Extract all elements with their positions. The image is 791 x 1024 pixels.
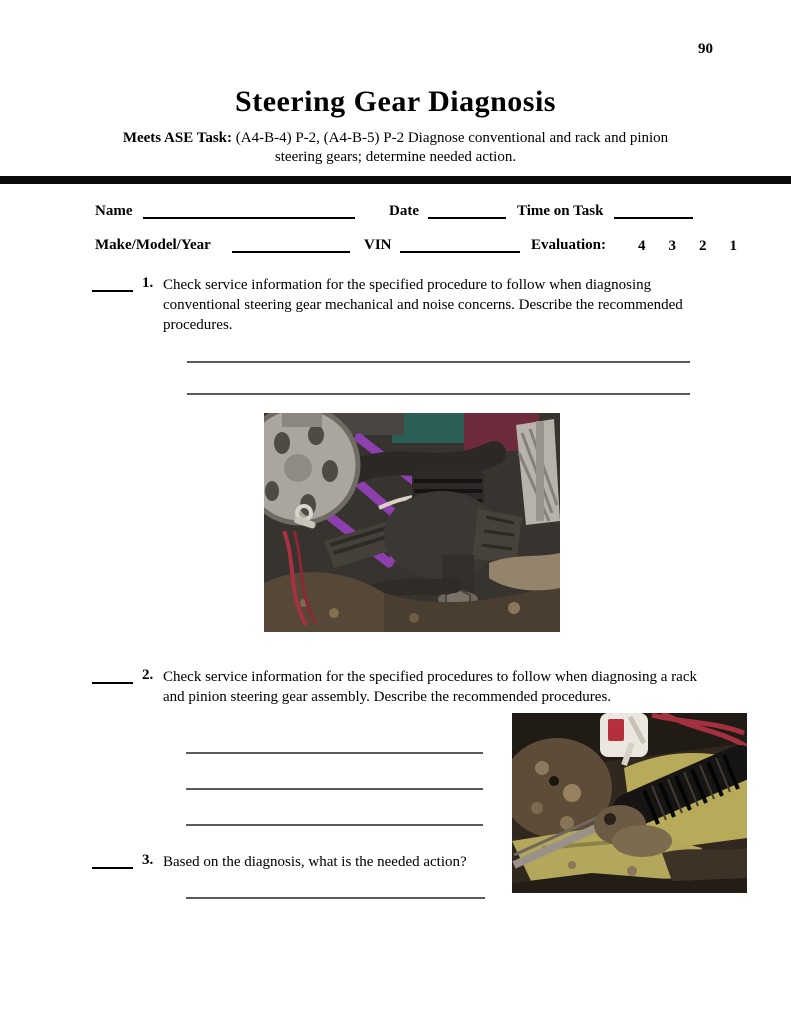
question1-number: 1. [142,275,154,291]
evaluation-score-4: 4 [638,238,646,254]
make-model-year-blank-line [232,237,350,253]
page-title: Steering Gear Diagnosis [235,85,556,118]
question3-number: 3. [142,852,154,868]
name-label: Name [95,203,133,219]
page-number: 90 [698,41,713,57]
date-blank-line [428,203,506,219]
question1-answer-line-1 [187,360,690,363]
question2-grade-blank [92,669,133,684]
vin-label: VIN [364,237,392,253]
evaluation-label: Evaluation: [531,237,607,253]
question3-answer-line-1 [186,896,485,899]
ase-task-label: Meets ASE Task: [122,130,233,146]
time-on-task-blank-line [614,203,693,219]
ase-task-line1 [0,130,791,147]
question1-text: Check service information for the specified procedure to follow when diagnosing conventional steering gear mechanical and noise concerns. Describe the recommended procedures. [163,277,683,333]
ase-task-text: (A4-B-4) P-2, (A4-B-5) P-2 Diagnose conventional and rack and pinion [235,130,669,146]
conventional-steering-gear-photo [264,413,560,632]
question2-answer-line-1 [186,751,483,754]
evaluation-score-3: 3 [668,238,676,254]
photo1-pulley [264,413,358,523]
rack-and-pinion-photo [512,713,747,893]
evaluation-score-2: 2 [699,238,707,254]
header-divider-rule [0,176,791,184]
question2-text: Check service information for the specified procedures to follow when diagnosing a rack and pinion steering gear assembly. Describe the recommended procedures. [163,669,697,705]
date-label: Date [389,203,419,219]
question3-grade-blank [92,854,133,869]
question2-number: 2. [142,667,154,683]
evaluation-scale [638,237,756,255]
question2-answer-line-2 [186,787,483,790]
question1-grade-blank [92,277,133,292]
name-blank-line [143,203,355,219]
time-on-task-label: Time on Task [517,203,604,219]
ase-task-line2: steering gears; determine needed action. [274,149,517,165]
question1-answer-line-2 [187,392,690,395]
evaluation-score-1: 1 [729,238,737,254]
question3-text: Based on the diagnosis, what is the needed action? [163,854,467,870]
vin-blank-line [400,237,520,253]
make-model-year-label: Make/Model/Year [95,237,211,253]
question2-answer-line-3 [186,823,483,826]
